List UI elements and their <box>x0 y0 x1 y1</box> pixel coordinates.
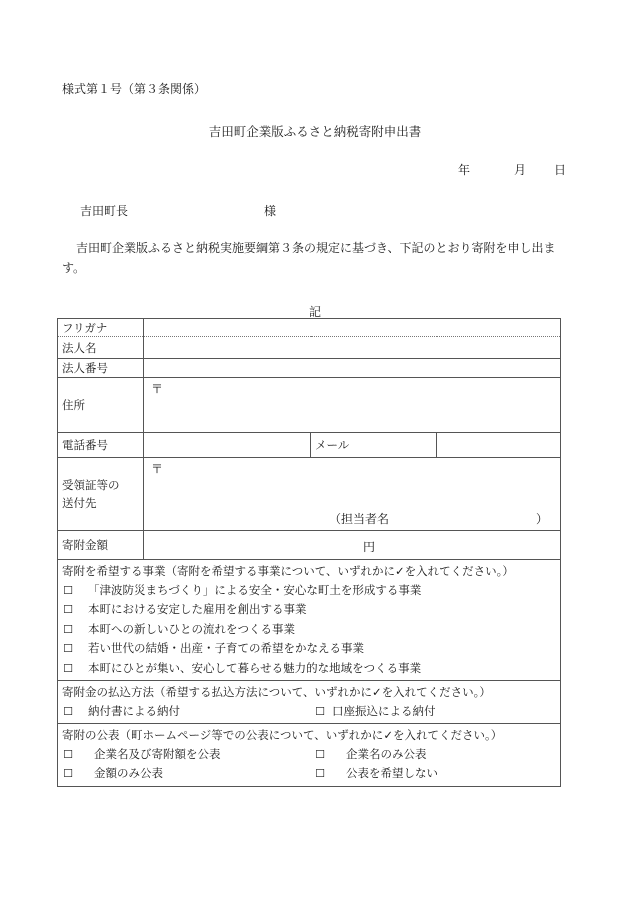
checkbox-icon[interactable]: ☐ <box>63 603 73 616</box>
checkbox-icon[interactable]: ☐ <box>63 747 73 761</box>
check-mark-icon: ✓ <box>395 564 405 578</box>
publication-option[interactable]: ☐ 金額のみ公表 <box>62 764 314 784</box>
furigana-label: フリガナ <box>58 319 144 337</box>
checkbox-icon[interactable]: ☐ <box>63 642 73 655</box>
phone-field[interactable] <box>144 433 311 458</box>
address-field[interactable] <box>144 378 561 433</box>
publication-options-row2 <box>62 764 556 784</box>
intro-paragraph: 吉田町企業版ふるさと納税実施要綱第３条の規定に基づき、下記のとおり寄附を申し出ます。 <box>62 241 556 275</box>
project-option[interactable]: ☐ 若い世代の結婚・出産・子育ての希望をかなえる事業 <box>62 639 556 659</box>
date-year: 年 <box>458 163 471 177</box>
amount-label: 寄附金額 <box>58 531 144 560</box>
receipt-label-line2: 送付先 <box>62 496 97 510</box>
mail-label: メール <box>311 433 437 458</box>
postal-mark: 〒 <box>151 382 164 396</box>
application-form-table <box>57 318 561 787</box>
project-option[interactable]: ☐ 「津波防災まちづくり」による安全・安心な町土を形成する事業 <box>62 581 556 601</box>
receipt-label-line1: 受領証等の <box>62 478 120 492</box>
addressee: 吉田町長 <box>80 204 129 218</box>
checkbox-icon[interactable]: ☐ <box>315 767 325 780</box>
checkbox-icon[interactable]: ☐ <box>315 704 325 718</box>
corp-number-field[interactable] <box>144 359 561 378</box>
payment-header: 寄附金の払込方法（希望する払込方法について、いずれかに✓を入れてください。） <box>62 685 491 699</box>
check-mark-icon: ✓ <box>383 728 393 742</box>
document-title: 吉田町企業版ふるさと納税寄附申出書 <box>208 124 422 139</box>
corp-name-field[interactable] <box>144 337 561 359</box>
checkbox-icon[interactable]: ☐ <box>63 661 73 675</box>
publication-options-row1 <box>62 745 556 765</box>
contact-person-open: （担当者名 <box>329 512 390 526</box>
honorific: 様 <box>264 204 277 218</box>
project-option[interactable]: ☐ 本町への新しいひとの流れをつくる事業 <box>62 620 556 640</box>
publication-section <box>58 724 561 787</box>
receipt-postal-mark: 〒 <box>151 462 164 476</box>
date-line <box>458 161 566 178</box>
address-label: 住所 <box>58 378 144 433</box>
payment-section <box>58 681 561 724</box>
checkbox-icon[interactable]: ☐ <box>63 583 73 597</box>
checkbox-icon[interactable]: ☐ <box>315 747 325 761</box>
publication-option[interactable]: ☐ 企業名及び寄附額を公表 <box>62 745 314 765</box>
amount-field[interactable] <box>144 531 561 560</box>
checkbox-icon[interactable]: ☐ <box>63 767 73 780</box>
mail-field[interactable] <box>437 433 561 458</box>
ki-heading: 記 <box>308 305 321 319</box>
checkbox-icon[interactable]: ☐ <box>63 704 73 718</box>
receipt-destination-label <box>58 458 144 531</box>
date-month: 月 <box>514 163 527 177</box>
amount-unit: 円 <box>363 540 376 554</box>
publication-option[interactable]: ☐ 企業名のみ公表 <box>314 745 427 765</box>
publication-header: 寄附の公表（町ホームページ等での公表について、いずれかに✓を入れてください。） <box>62 728 503 742</box>
receipt-destination-field[interactable] <box>144 458 561 531</box>
project-option[interactable]: ☐ 本町における安定した雇用を創出する事業 <box>62 600 556 620</box>
projects-section <box>58 560 561 681</box>
projects-header: 寄附を希望する事業（寄附を希望する事業について、いずれかに✓を入れてください。） <box>62 564 514 578</box>
corp-number-label: 法人番号 <box>58 359 144 378</box>
payment-options <box>62 702 556 722</box>
form-number: 様式第１号（第３条関係） <box>62 82 207 96</box>
publication-option[interactable]: ☐ 公表を希望しない <box>314 764 438 784</box>
corp-name-label: 法人名 <box>58 337 144 359</box>
contact-person-close: ） <box>536 512 549 526</box>
payment-option-invoice[interactable]: ☐ 納付書による納付 <box>62 702 314 722</box>
check-mark-icon: ✓ <box>372 685 382 699</box>
phone-label: 電話番号 <box>58 433 144 458</box>
checkbox-icon[interactable]: ☐ <box>63 622 73 636</box>
date-day: 日 <box>554 163 567 177</box>
payment-option-transfer[interactable]: ☐ 口座振込による納付 <box>314 702 436 722</box>
project-option[interactable]: ☐ 本町にひとが集い、安心して暮らせる魅力的な地域をつくる事業 <box>62 659 556 679</box>
furigana-field[interactable] <box>144 319 561 337</box>
